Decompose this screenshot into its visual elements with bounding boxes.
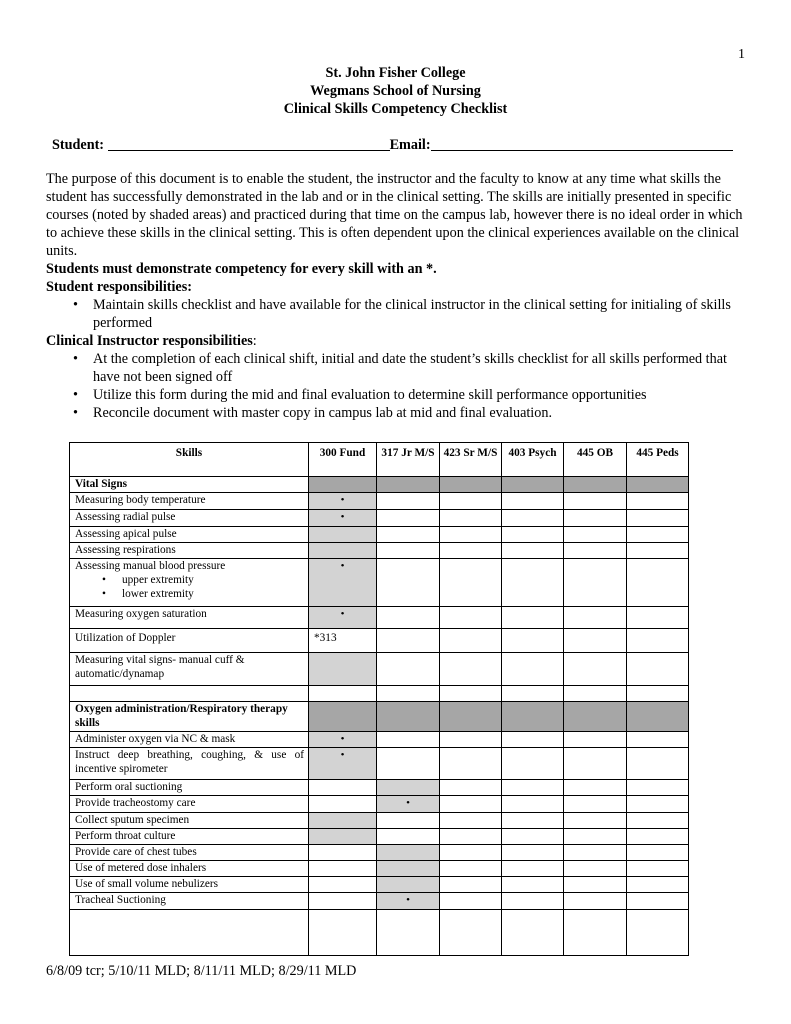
skill-name: Measuring oxygen saturation <box>70 607 309 629</box>
table-row <box>70 845 689 861</box>
completion-dot[interactable]: • <box>309 493 377 510</box>
skill-cell <box>70 559 309 607</box>
skill-name: Collect sputum specimen <box>70 813 309 829</box>
instructor-responsibilities-heading: Clinical Instructor responsibilities <box>46 333 253 349</box>
student-responsibilities-list <box>46 296 746 332</box>
skill-name: Assessing apical pulse <box>70 527 309 543</box>
skill-name: Measuring vital signs- manual cuff & automatic/dynamap <box>70 653 309 686</box>
document-title: Clinical Skills Competency Checklist <box>283 101 508 117</box>
section-row <box>70 702 689 732</box>
table-row <box>70 559 689 607</box>
table-row <box>70 910 689 956</box>
completion-dot[interactable]: • <box>309 732 377 748</box>
course-note: *313 <box>309 629 377 653</box>
table-row <box>70 629 689 653</box>
table-row <box>70 780 689 796</box>
column-header: Skills <box>70 443 309 477</box>
table-row <box>70 893 689 910</box>
spacer-row <box>70 686 689 702</box>
instructions <box>46 170 746 422</box>
skill-name: Assessing manual blood pressure <box>75 560 226 572</box>
skill-name: Instruct deep breathing, coughing, & use of incentive spirometer <box>70 748 309 780</box>
table-row <box>70 748 689 780</box>
table-row <box>70 861 689 877</box>
school-name: Wegmans School of Nursing <box>310 83 481 99</box>
page-number: 1 <box>738 47 745 62</box>
list-item: • Utilize this form during the mid and final evaluation to determine skill performance opportunities <box>46 386 746 404</box>
completion-dot[interactable]: • <box>309 748 377 780</box>
list-item: • Maintain skills checklist and have available for the clinical instructor in the clinical setting for initialing of skills performed <box>46 296 746 332</box>
email-field[interactable] <box>431 136 733 151</box>
student-label: Student: <box>52 137 108 153</box>
student-responsibilities-heading: Student responsibilities: <box>46 279 192 295</box>
revision-footer: 6/8/09 tcr; 5/10/11 MLD; 8/11/11 MLD; 8/29/11 MLD <box>46 963 357 979</box>
table-row <box>70 607 689 629</box>
column-header: 423 Sr M/S <box>440 443 502 477</box>
section-title: Vital Signs <box>70 477 309 493</box>
section-row <box>70 477 689 493</box>
sub-skill: • lower extremity <box>75 587 308 601</box>
column-header: 445 Peds <box>627 443 689 477</box>
completion-dot[interactable]: • <box>309 607 377 629</box>
column-header: 445 OB <box>564 443 627 477</box>
skill-name: Use of small volume nebulizers <box>70 877 309 893</box>
document-header <box>0 64 791 118</box>
completion-dot[interactable]: • <box>377 893 440 910</box>
skills-checklist-table <box>69 442 689 956</box>
college-name: St. John Fisher College <box>325 65 466 81</box>
table-row <box>70 510 689 527</box>
email-label: Email: <box>389 137 431 153</box>
table-row <box>70 653 689 686</box>
skill-name: Use of metered dose inhalers <box>70 861 309 877</box>
table-row <box>70 527 689 543</box>
skill-name: Perform oral suctioning <box>70 780 309 796</box>
heading-colon: : <box>252 333 257 349</box>
column-header: 317 Jr M/S <box>377 443 440 477</box>
list-item: • Reconcile document with master copy in campus lab at mid and final evaluation. <box>46 404 746 422</box>
table-row <box>70 877 689 893</box>
table-header-row <box>70 443 689 477</box>
skill-name: Measuring body temperature <box>70 493 309 510</box>
sub-skill-list <box>75 573 308 601</box>
table-row <box>70 813 689 829</box>
table-row <box>70 829 689 845</box>
skill-name: Assessing respirations <box>70 543 309 559</box>
student-field[interactable] <box>108 136 390 151</box>
skill-name: Perform throat culture <box>70 829 309 845</box>
table-row <box>70 493 689 510</box>
instructor-responsibilities-list <box>46 350 746 422</box>
purpose-paragraph: The purpose of this document is to enable the student, the instructor and the faculty to know at any time what skills the student has successfully demonstrated in the lab and or in the clinical setting. The skills are initially presented in specific courses (noted by shaded areas) and practiced during that time on the campus lab, however there is no ideal order in which to achieve these skills in the clinical setting. This is often dependent upon the clinical experiences available on the clinical units. <box>46 171 743 259</box>
student-email-line <box>52 136 733 154</box>
skill-name: Provide care of chest tubes <box>70 845 309 861</box>
competency-note: Students must demonstrate competency for every skill with an *. <box>46 261 437 277</box>
skill-name: Utilization of Doppler <box>70 629 309 653</box>
sub-skill: • upper extremity <box>75 573 308 587</box>
skill-name: Administer oxygen via NC & mask <box>70 732 309 748</box>
completion-dot[interactable]: • <box>309 559 377 607</box>
completion-dot[interactable]: • <box>377 796 440 813</box>
column-header: 403 Psych <box>502 443 564 477</box>
list-item: • At the completion of each clinical shift, initial and date the student’s skills checklist for all skills performed that have not been signed off <box>46 350 746 386</box>
skill-name: Assessing radial pulse <box>70 510 309 527</box>
table-row <box>70 796 689 813</box>
completion-dot[interactable]: • <box>309 510 377 527</box>
skill-name: Provide tracheostomy care <box>70 796 309 813</box>
table-row <box>70 732 689 748</box>
column-header: 300 Fund <box>309 443 377 477</box>
skill-name: Tracheal Suctioning <box>70 893 309 910</box>
table-row <box>70 543 689 559</box>
instructor-responsibilities-heading-line <box>46 332 746 350</box>
section-title: Oxygen administration/Respiratory therapy skills <box>70 702 309 732</box>
